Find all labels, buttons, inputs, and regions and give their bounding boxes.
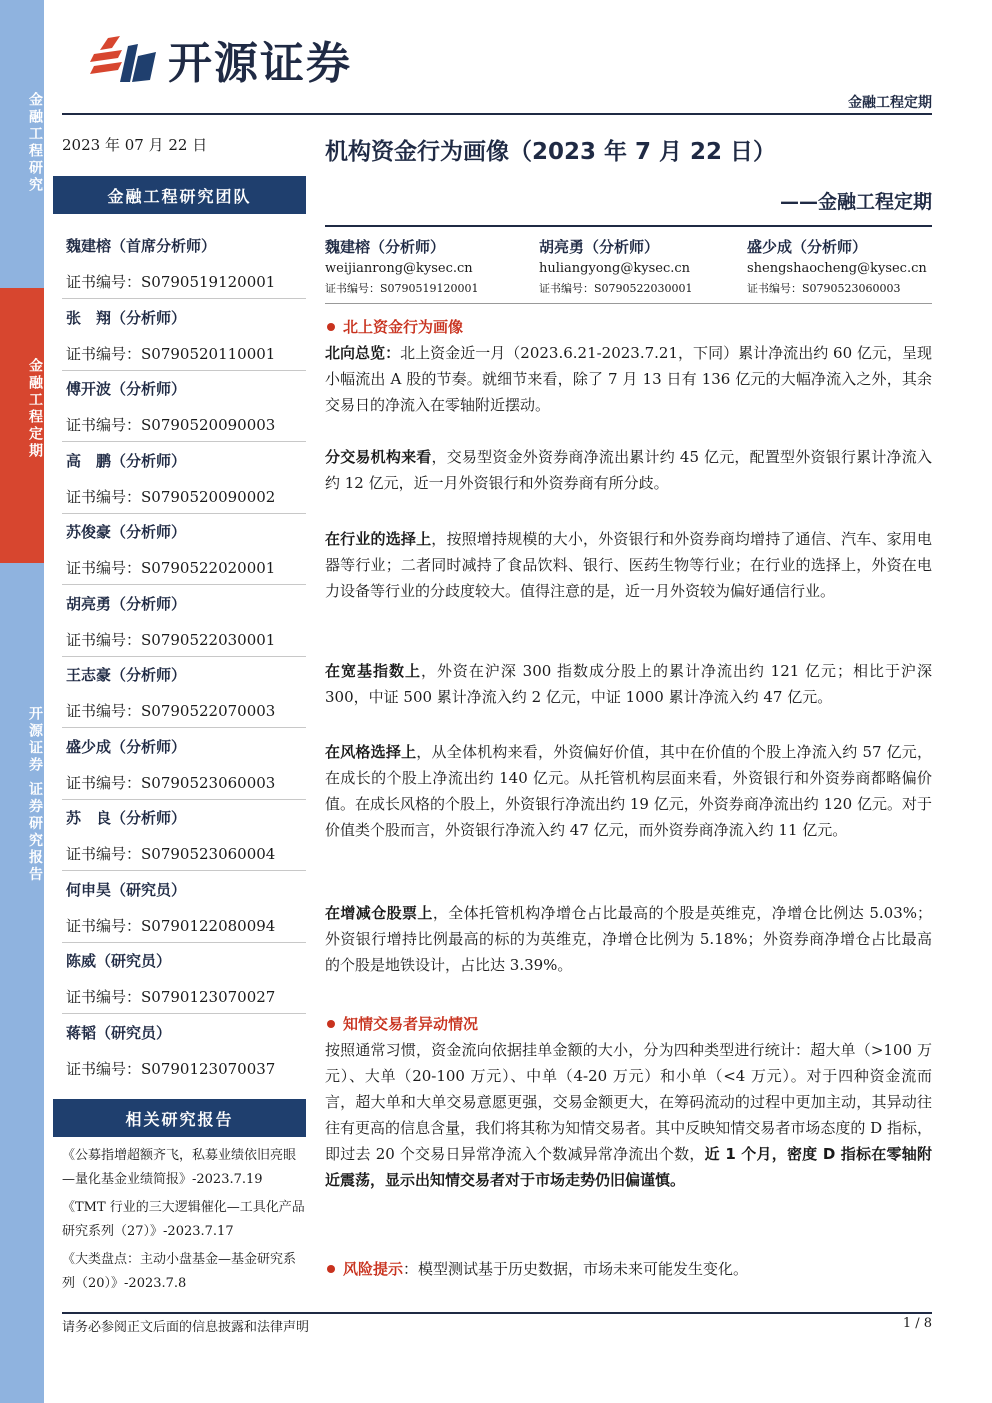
analyst-name: 高 鹏（分析师） — [66, 451, 187, 470]
north-style-text: ，从全体机构来看，外资偏好价值，其中在价值的个股上净流入约 57 亿元，在成长的个股上净流出约 140 亿元。从托管机构层面来看，外资银行和外资券商都略偏价值。在成长风格的个股上，外资银行净流出约 19 亿元，外资券商净流出约 120 亿元。对于价值类个股而言，外资银行净流入约 47 亿元，而外资券商净流入约 11 亿元。 — [325, 743, 932, 839]
analyst-divider — [62, 656, 306, 657]
analyst-name: 苏俊豪（分析师） — [66, 523, 187, 541]
section-north-heading — [327, 316, 463, 337]
bullet-dot-icon — [327, 1020, 335, 1028]
side-strip-top-label: 金融工程研究 — [27, 92, 43, 194]
author-1 — [325, 236, 530, 298]
analyst-cert: 证书编号：S0790522030001 — [66, 630, 276, 649]
analyst-cert: 证书编号：S0790520110001 — [66, 344, 276, 363]
side-strip-top — [0, 0, 44, 288]
north-index-paragraph — [325, 658, 932, 710]
page-subtitle: ——金融工程定期 — [779, 191, 932, 213]
analyst-cert: 证书编号：S0790122080094 — [66, 916, 276, 935]
north-index-text: ，外资在沪深 300 指数成分股上的累计净流出约 121 亿元；相比于沪深 300，中证 500 累计净流入约 2 亿元，中证 1000 累计净流入约 47 亿元。 — [325, 662, 932, 706]
author-cert: 证书编号：S0790523060003 — [747, 282, 901, 295]
analyst-entry — [66, 1023, 306, 1079]
analyst-name: 胡亮勇（分析师） — [66, 594, 187, 613]
author-email[interactable]: huliangyong@kysec.cn — [539, 261, 691, 276]
analyst-name: 蒋韬（研究员） — [66, 1023, 172, 1042]
analyst-name: 盛少成（分析师） — [66, 737, 187, 756]
analyst-divider — [62, 513, 306, 514]
header-divider — [62, 113, 932, 115]
analyst-divider — [62, 799, 306, 800]
north-industry-text: ，按照增持规模的大小，外资银行和外资券商均增持了通信、汽车、家用电器等行业；二者同时减持了食品饮料、银行、医药生物等行业；在行业的选择上，外资在电力设备等行业的分歧度较大。值得注意的是，近一月外资较为偏好通信行业。 — [325, 530, 932, 600]
title-divider — [325, 225, 932, 227]
analyst-entry — [66, 665, 306, 721]
risk-text: ：模型测试基于历史数据，市场未来可能发生变化。 — [403, 1260, 749, 1278]
analyst-divider — [62, 942, 306, 943]
author-email[interactable]: shengshaocheng@kysec.cn — [747, 261, 927, 276]
analyst-cert: 证书编号：S0790523060003 — [66, 773, 276, 792]
analyst-entry — [66, 522, 306, 578]
north-institution-paragraph — [325, 444, 932, 496]
analyst-divider — [62, 370, 306, 371]
header-category: 金融工程定期 — [848, 95, 932, 111]
analyst-name: 王志豪（分析师） — [66, 666, 187, 684]
north-industry-paragraph — [325, 526, 932, 604]
page-title: 机构资金行为画像（2023 年 7 月 22 日） — [325, 139, 777, 165]
logo-text: 开源证券 — [168, 38, 352, 89]
analyst-entry — [66, 951, 306, 1007]
north-stocks-lead: 在增减仓股票上 — [325, 904, 433, 922]
team-banner: 金融工程研究团队 — [53, 176, 306, 214]
footer-disclaimer: 请务必参阅正文后面的信息披露和法律声明 — [62, 1320, 310, 1335]
north-stocks-paragraph — [325, 900, 932, 978]
north-industry-lead: 在行业的选择上 — [325, 530, 432, 548]
page-number: 1 / 8 — [902, 1316, 932, 1331]
side-strip-middle-label: 金融工程定期 — [27, 358, 43, 460]
analyst-divider — [62, 1013, 306, 1014]
analyst-cert: 证书编号：S0790123070027 — [66, 988, 276, 1006]
north-style-paragraph — [325, 739, 932, 843]
analyst-cert: 证书编号：S0790520090003 — [66, 416, 276, 434]
author-name: 胡亮勇（分析师） — [539, 238, 660, 256]
author-email[interactable]: weijianrong@kysec.cn — [325, 261, 473, 276]
side-strip-bottom — [0, 563, 44, 1403]
analyst-cert: 证书编号：S0790520090002 — [66, 487, 276, 506]
risk-lead: 风险提示 — [343, 1260, 404, 1278]
analyst-divider — [62, 298, 306, 299]
analyst-name: 张 翔（分析师） — [66, 308, 187, 327]
company-logo — [88, 30, 352, 88]
analyst-cert: 证书编号：S0790522070003 — [66, 702, 276, 720]
north-style-lead: 在风格选择上 — [325, 743, 417, 761]
analyst-divider — [62, 584, 306, 585]
analyst-entry — [66, 808, 306, 864]
author-divider — [325, 303, 932, 304]
analyst-name: 陈威（研究员） — [66, 952, 172, 970]
analyst-cert: 证书编号：S0790519120001 — [66, 273, 276, 291]
related-report-1[interactable]: 《公募指增超额齐飞，私募业绩依旧亮眼—量化基金业绩简报》-2023.7.19 — [62, 1148, 297, 1187]
analyst-divider — [62, 870, 306, 871]
north-institution-text: ，交易型资金外资券商净流出累计约 45 亿元，配置型外资银行累计净流入约 12 亿元，近一月外资银行和外资券商有所分歧。 — [325, 448, 932, 492]
analyst-entry — [66, 236, 306, 292]
analyst-name: 苏 良（分析师） — [66, 809, 187, 827]
north-stocks-text: ，全体托管机构净增仓占比最高的个股是英维克，净增仓比例达 5.03%；外资银行增持比例最高的标的为英维克，净增仓比例为 5.18%；外资券商净增仓占比最高的个股是地铁设计，占比达 3.39%。 — [325, 904, 932, 974]
author-cert: 证书编号：S0790522030001 — [539, 282, 693, 295]
side-strip-bottom-label: 开源证券 证券研究报告 — [27, 706, 43, 884]
analyst-entry — [66, 737, 306, 793]
analyst-divider — [62, 441, 306, 442]
author-2 — [539, 236, 744, 298]
analyst-divider — [62, 727, 306, 728]
informed-paragraph — [325, 1037, 932, 1193]
report-date: 2023 年 07 月 22 日 — [62, 136, 208, 154]
author-name: 盛少成（分析师） — [747, 238, 868, 256]
bullet-dot-icon — [327, 323, 335, 331]
section-informed-heading — [327, 1013, 478, 1034]
logo-mark-icon — [88, 34, 158, 84]
analyst-cert: 证书编号：S0790522020001 — [66, 559, 276, 577]
analyst-name: 何申昊（研究员） — [66, 880, 187, 899]
informed-text: 按照通常习惯，资金流向依据挂单金额的大小，分为四种类型进行统计：超大单（>100 万元）、大单（20-100 万元）、中单（4-20 万元）和小单（<4 万元）。对于四种资金流而言，超大单和大单交易意愿更强，交易金额更大，在筹码流动的过程中更加主动，其异动往往有更高的信息含量，我们将其称为知情交易者。其中反映知情交易者市场态度的 D 指标，即过去 20 个交易日异常净流入个数减异常净流出个数， — [325, 1041, 932, 1163]
analyst-cert: 证书编号：S0790123070037 — [66, 1059, 276, 1078]
north-overview-paragraph — [325, 340, 932, 418]
author-cert: 证书编号：S0790519120001 — [325, 282, 479, 295]
related-report-3[interactable]: 《大类盘点：主动小盘基金—基金研究系列（20）》-2023.7.8 — [62, 1252, 297, 1291]
related-report-2[interactable]: 《TMT 行业的三大逻辑催化—工具化产品研究系列（27）》-2023.7.17 — [62, 1200, 305, 1239]
analyst-entry — [66, 594, 306, 650]
analyst-entry — [66, 880, 306, 936]
related-reports-banner: 相关研究报告 — [53, 1099, 306, 1137]
analyst-entry — [66, 379, 306, 435]
bullet-dot-icon — [327, 1265, 335, 1273]
north-institution-lead: 分交易机构来看 — [325, 448, 432, 466]
side-strip-middle — [0, 288, 44, 563]
section-informed-title: 知情交易者异动情况 — [343, 1015, 479, 1033]
author-3 — [747, 236, 952, 298]
north-overview-lead: 北向总览： — [325, 344, 401, 362]
analyst-entry — [66, 308, 306, 364]
footer-divider — [62, 1312, 932, 1314]
analyst-entry — [66, 451, 306, 507]
north-overview-text: 北上资金近一月（2023.6.21-2023.7.21，下同）累计净流出约 60 亿元，呈现小幅流出 A 股的节奏。就细节来看，除了 7 月 13 日有 136 亿元的大幅净流入之外，其余交易日的净流入在零轴附近摆动。 — [325, 344, 932, 414]
informed-emphasis: 近 1 个月，密度 D 指标在零轴附近震荡，显示出知情交易者对于市场走势仍旧偏谨慎。 — [325, 1145, 932, 1189]
risk-paragraph — [327, 1258, 748, 1279]
north-index-lead: 在宽基指数上 — [325, 662, 421, 680]
analyst-name: 傅开波（分析师） — [66, 380, 187, 398]
author-name: 魏建榕（分析师） — [325, 238, 446, 256]
analyst-name: 魏建榕（首席分析师） — [66, 237, 217, 255]
section-north-title: 北上资金行为画像 — [343, 318, 464, 336]
analyst-cert: 证书编号：S0790523060004 — [66, 845, 276, 863]
